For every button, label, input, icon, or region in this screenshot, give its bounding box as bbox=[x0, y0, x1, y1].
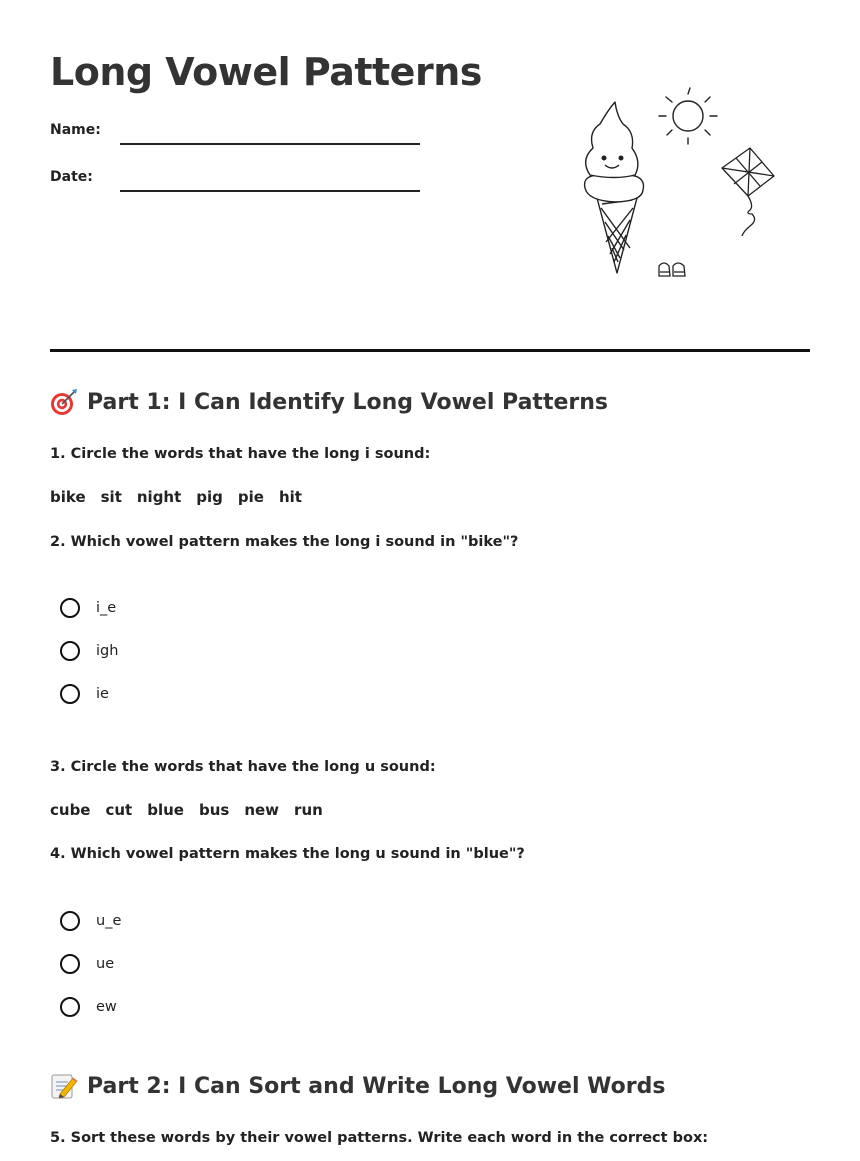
question-3: 3. Circle the words that have the long u sound: bbox=[50, 759, 436, 775]
q4-option-2[interactable] bbox=[60, 954, 114, 974]
q4-option-3[interactable] bbox=[60, 997, 117, 1017]
q2-option-3[interactable] bbox=[60, 684, 109, 704]
name-label: Name: bbox=[50, 122, 101, 138]
date-line[interactable] bbox=[120, 190, 420, 192]
word-choice[interactable]: pig bbox=[196, 488, 223, 506]
q4-option-1[interactable] bbox=[60, 911, 121, 931]
word-choice[interactable]: night bbox=[136, 488, 182, 506]
part1-heading bbox=[50, 388, 608, 416]
word-choice[interactable]: cube bbox=[50, 801, 91, 819]
kite-icon bbox=[722, 148, 774, 236]
option-label: igh bbox=[96, 643, 119, 659]
option-label: ue bbox=[96, 956, 115, 972]
q3-word-list bbox=[50, 801, 338, 819]
option-label: ie bbox=[96, 686, 109, 702]
question-1: 1. Circle the words that have the long i sound: bbox=[50, 446, 431, 462]
word-choice[interactable]: bike bbox=[50, 488, 86, 506]
part2-heading-text: Part 2: I Can Sort and Write Long Vowel Words bbox=[87, 1073, 666, 1099]
q2-option-1[interactable] bbox=[60, 598, 116, 618]
sneakers-icon bbox=[659, 263, 685, 276]
word-choice[interactable]: sit bbox=[100, 488, 122, 506]
part1-heading-text: Part 1: I Can Identify Long Vowel Patterns bbox=[87, 389, 608, 415]
word-choice[interactable]: hit bbox=[278, 488, 302, 506]
word-choice[interactable]: new bbox=[244, 801, 280, 819]
page-title: Long Vowel Patterns bbox=[50, 50, 482, 94]
q1-word-list bbox=[50, 488, 317, 506]
header-illustration bbox=[560, 80, 800, 290]
ice-cream-icon bbox=[585, 102, 644, 273]
radio-circle[interactable] bbox=[60, 911, 80, 931]
word-choice[interactable]: pie bbox=[237, 488, 264, 506]
option-label: i_e bbox=[96, 600, 117, 616]
word-choice[interactable]: cut bbox=[105, 801, 133, 819]
radio-circle[interactable] bbox=[60, 684, 80, 704]
radio-circle[interactable] bbox=[60, 954, 80, 974]
word-choice[interactable]: blue bbox=[147, 801, 184, 819]
sun-icon bbox=[659, 88, 717, 144]
question-4: 4. Which vowel pattern makes the long u sound in "blue"? bbox=[50, 846, 525, 862]
date-label: Date: bbox=[50, 169, 93, 185]
radio-circle[interactable] bbox=[60, 598, 80, 618]
name-line[interactable] bbox=[120, 143, 420, 145]
section-divider bbox=[50, 349, 810, 352]
option-label: ew bbox=[96, 999, 117, 1015]
q2-option-2[interactable] bbox=[60, 641, 118, 661]
target-icon bbox=[50, 388, 78, 416]
word-choice[interactable]: run bbox=[294, 801, 323, 819]
part2-heading bbox=[50, 1072, 665, 1100]
radio-circle[interactable] bbox=[60, 997, 80, 1017]
radio-circle[interactable] bbox=[60, 641, 80, 661]
option-label: u_e bbox=[96, 913, 122, 929]
question-5: 5. Sort these words by their vowel patterns. Write each word in the correct box: bbox=[50, 1130, 709, 1146]
question-2: 2. Which vowel pattern makes the long i sound in "bike"? bbox=[50, 534, 519, 550]
word-choice[interactable]: bus bbox=[198, 801, 230, 819]
memo-pencil-icon bbox=[50, 1072, 78, 1100]
